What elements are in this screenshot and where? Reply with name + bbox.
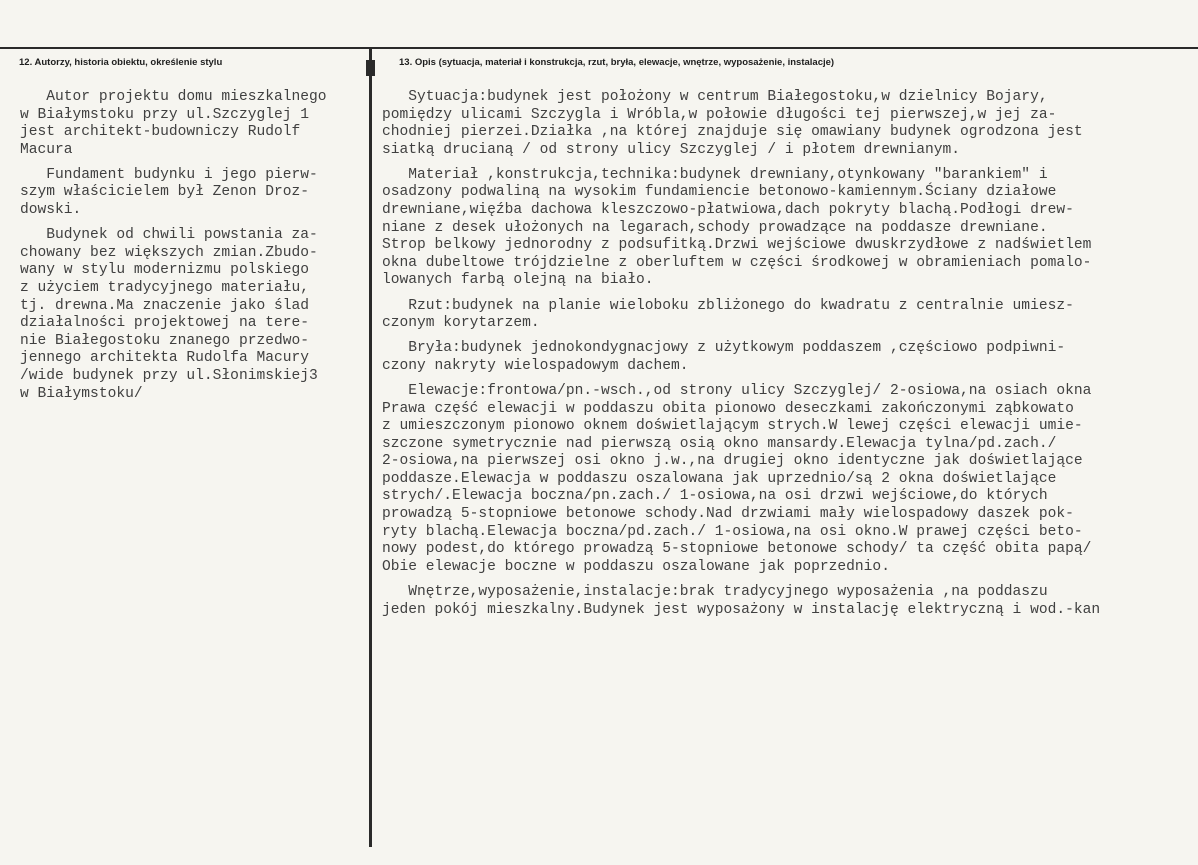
text-line: Sytuacja:budynek jest położony w centrum Białegostoku,w dzielnicy Bojary, [382, 89, 1048, 105]
text-line: poddasze.Elewacja w poddaszu oszalowana jak uprzednio/są 2 okna doświetlające [382, 470, 1057, 487]
section-13-text [382, 89, 1194, 627]
text-line: w Białymstoku/ [20, 385, 143, 402]
text-line: Fundament budynku i jego pierw- [20, 166, 318, 183]
text-line: czonym korytarzem. [382, 315, 540, 332]
text-line: Rzut:budynek na planie wieloboku zbliżonego do kwadratu z centralnie umiesz- [382, 297, 1074, 314]
paragraph [382, 167, 1194, 290]
text-line: chodniej pierzei.Działka ,na której znajduje się omawiany budynek ogrodzona jest [382, 124, 1083, 141]
text-line: Obie elewacje boczne w poddaszu oszalowane jak poprzednio. [382, 558, 890, 575]
paragraph [382, 340, 1194, 375]
section-13-heading: 13. Opis (sytuacja, materiał i konstrukcja, rzut, bryła, elewacje, wnętrze, wyposażenie, instalacje) [399, 57, 835, 68]
text-line: chowany bez większych zmian.Zbudo- [20, 244, 318, 261]
text-line: Autor projektu domu mieszkalnego [20, 89, 327, 105]
text-line: Strop belkowy jednorodny z podsufitką.Drzwi wejściowe dwuskrzydłowe z nadświetlem [382, 237, 1092, 254]
column-divider [369, 47, 372, 847]
section-12-text [20, 89, 365, 411]
text-line: z użyciem tradycyjnego materiału, [20, 279, 310, 296]
paragraph [20, 89, 365, 159]
text-line: pomiędzy ulicami Szczygla i Wróbla,w połowie długości tej pierwszej,w jej za- [382, 106, 1057, 123]
text-line: Elewacje:frontowa/pn.-wsch.,od strony ulicy Szczyglej/ 2-osiowa,na osiach okna [382, 382, 1092, 399]
section-12-heading: 12. Autorzy, historia obiektu, określenie stylu [19, 57, 223, 68]
top-rule [0, 47, 1198, 49]
text-line: jeden pokój mieszkalny.Budynek jest wyposażony w instalację elektryczną i wod.-kan [382, 601, 1101, 618]
text-line: 2-osiowa,na pierwszej osi okno j.w.,na drugiej okno identyczne jak doświetlające [382, 453, 1083, 470]
text-line: działalności projektowej na tere- [20, 315, 310, 332]
text-line: Prawa część elewacji w poddaszu obita pionowo deseczkami zakończonymi ząbkowato [382, 400, 1074, 417]
text-line: Macura [20, 141, 73, 158]
text-line: tj. drewna.Ma znaczenie jako ślad [20, 297, 310, 314]
paragraph [382, 584, 1194, 619]
text-line: Wnętrze,wyposażenie,instalacje:brak tradycyjnego wyposażenia ,na poddaszu [382, 583, 1048, 600]
paragraph [20, 167, 365, 220]
text-line: jest architekt-budowniczy Rudolf [20, 124, 301, 141]
text-line: czony nakryty wielospadowym dachem. [382, 357, 689, 374]
text-line: osadzony podwaliną na wysokim fundamiencie betonowo-kamiennym.Ściany działowe [382, 184, 1057, 201]
paragraph [382, 298, 1194, 333]
text-line: szczone symetrycznie nad pierwszą osią okno mansardy.Elewacja tylna/pd.zach./ [382, 435, 1057, 452]
text-line: Materiał ,konstrukcja,technika:budynek drewniany,otynkowany "barankiem" i [382, 166, 1048, 183]
text-line: w Białymstoku przy ul.Szczyglej 1 [20, 106, 310, 123]
text-line: /wide budynek przy ul.Słonimskiej3 [20, 367, 318, 384]
column-divider-mark [366, 60, 375, 76]
text-line: Bryła:budynek jednokondygnacjowy z użytkowym poddaszem ,częściowo podpiwni- [382, 340, 1066, 357]
text-line: niane z desek ułożonych na legarach,schody prowadzące na poddasze drewniane. [382, 219, 1048, 236]
text-line: wany w stylu modernizmu polskiego [20, 262, 310, 279]
text-line: jennego architekta Rudolfa Macury [20, 350, 310, 367]
text-line: prowadzą 5-stopniowe betonowe schody.Nad drzwiami mały wielospadowy daszek pok- [382, 506, 1074, 523]
text-line: szym właścicielem był Zenon Droz- [20, 184, 310, 201]
text-line: dowski. [20, 202, 82, 219]
paragraph [20, 227, 365, 403]
text-line: z umieszczonym pionowo oknem doświetlającym strych.W lewej części elewacji umie- [382, 418, 1083, 435]
paragraph [382, 383, 1194, 577]
text-line: ryty blachą.Elewacja boczna/pd.zach./ 1-osiowa,na osi okno.W prawej części beto- [382, 523, 1083, 540]
text-line: strych/.Elewacja boczna/pn.zach./ 1-osiowa,na osi drzwi wejściowe,do których [382, 488, 1048, 505]
text-line: siatką drucianą / od strony ulicy Szczyglej / i płotem drewnianym. [382, 141, 961, 158]
text-line: nie Białegostoku znanego przedwo- [20, 332, 310, 349]
paragraph [382, 89, 1194, 159]
text-line: Budynek od chwili powstania za- [20, 227, 318, 244]
text-line: drewniane,więźba dachowa kleszczowo-płatwiowa,dach pokryty blachą.Podłogi drew- [382, 202, 1074, 219]
text-line: okna dubeltowe trójdzielne z oberluftem w części środkowej w obramieniach pomalo- [382, 254, 1092, 271]
text-line: nowy podest,do którego prowadzą 5-stopniowe betonowe schody/ ta część obita papą/ [382, 541, 1092, 558]
text-line: lowanych farbą olejną na biało. [382, 272, 654, 289]
